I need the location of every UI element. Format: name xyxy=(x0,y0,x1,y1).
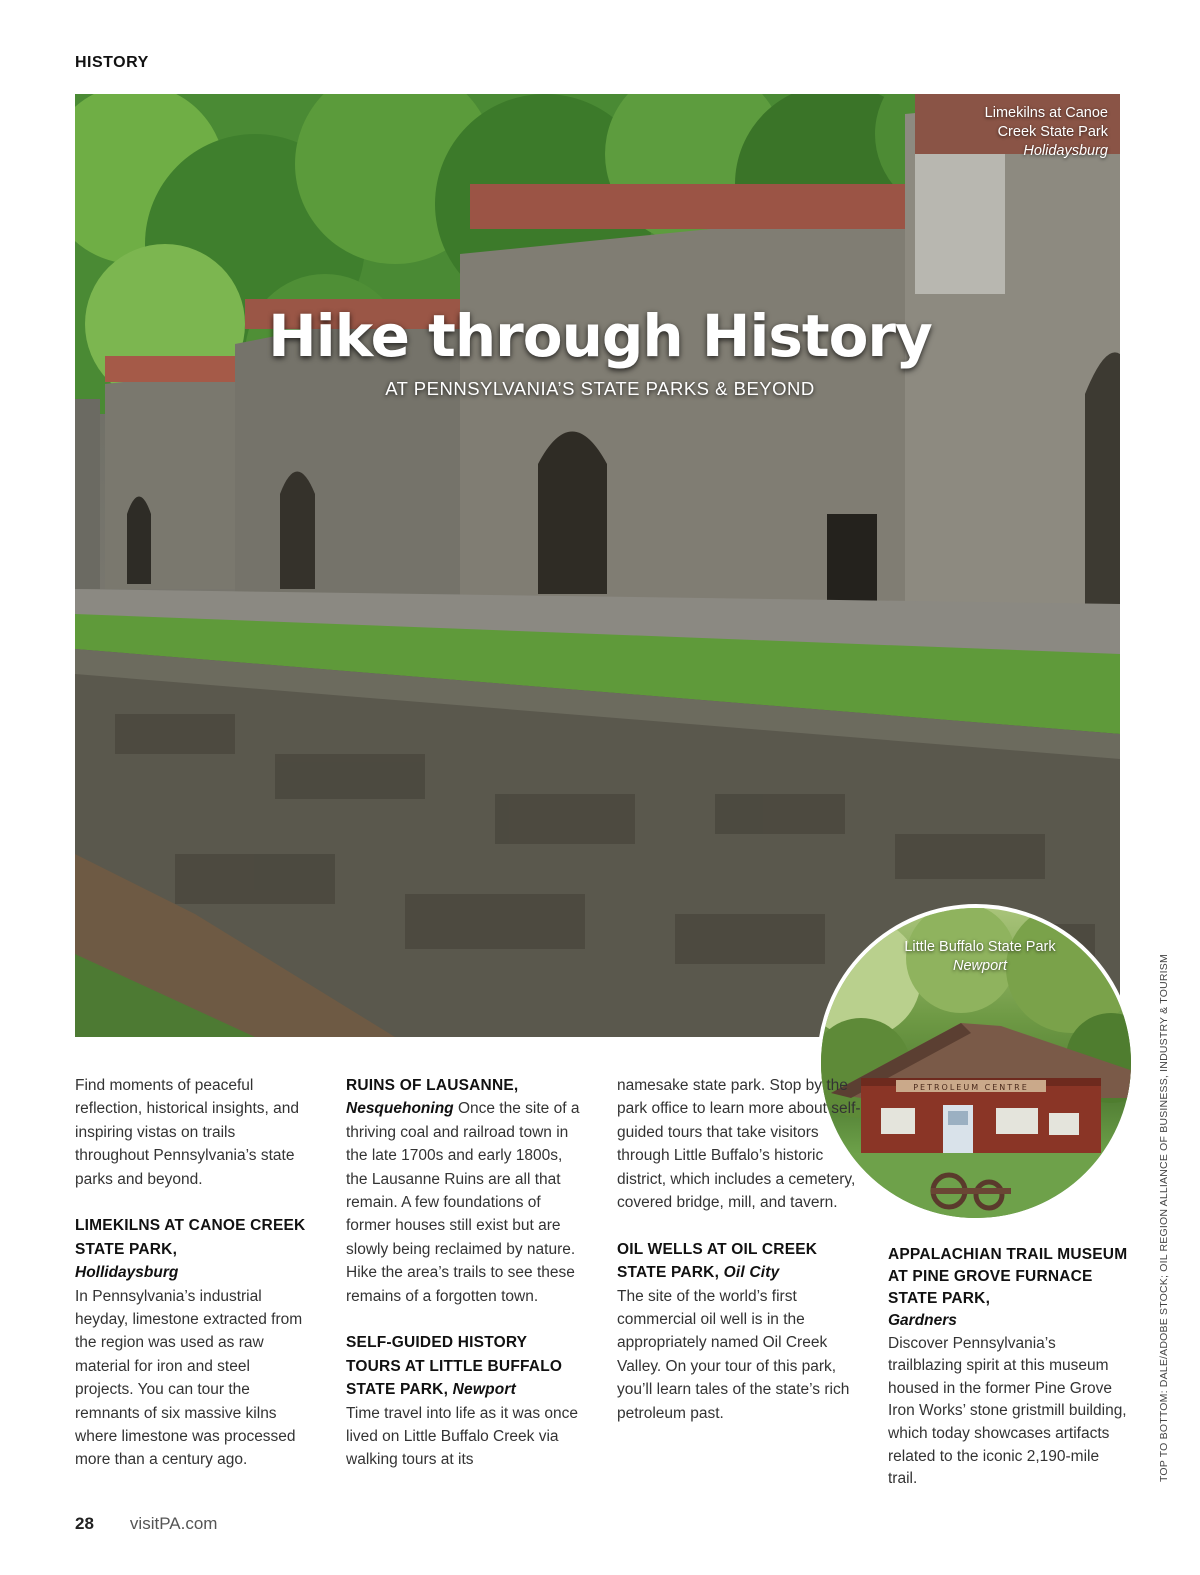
section-body-oil-creek: The site of the world’s first commercial oil well is in the appropriately named Oil Creek Valley. On your tour of this park, you’ll learn tales of the state’s rich petroleum past. xyxy=(617,1287,850,1422)
page-footer xyxy=(75,1514,217,1534)
hero-caption-place: Holidaysburg xyxy=(1023,143,1108,159)
hero-caption-line-2: Creek State Park xyxy=(997,124,1108,140)
inset-photo-caption xyxy=(821,938,1135,976)
column-2 xyxy=(346,1074,586,1472)
hero-caption-line-1: Limekilns at Canoe xyxy=(984,105,1108,121)
section-body-lausanne: Once the site of a thriving coal and railroad town in the late 1700s and early 1800s, the Lausanne Ruins are all that remain. A few foundations of former houses still exist but are slowly being reclaimed by nature. Hike the area’s trails to see these remains of a forgotten town. xyxy=(346,1100,580,1305)
page-number: 28 xyxy=(75,1514,94,1533)
section-body-little-buffalo-1: Time travel into life as it was once lived on Little Buffalo Creek via walking tours at its xyxy=(346,1404,579,1469)
section-heading-appalachian-trail: APPALACHIAN TRAIL MUSEUM AT PINE GROVE FURNACE STATE PARK, xyxy=(888,1246,1128,1307)
section-location-appalachian-trail: Gardners xyxy=(888,1312,957,1329)
section-location-limekilns: Hollidaysburg xyxy=(75,1264,179,1282)
photo-credit: TOP TO BOTTOM: DALE/ADOBE STOCK; OIL REGION ALLIANCE OF BUSINESS, INDUSTRY & TOURISM xyxy=(1158,954,1170,1482)
page-title: Hike through History xyxy=(268,302,932,370)
limekilns-photo xyxy=(75,94,1120,1037)
section-body-appalachian-trail: Discover Pennsylvania’s trailblazing spirit at this museum housed in the former Pine Grove Iron Works’ stone gristmill building, which today showcases artifacts related to the iconic 2,190-mile trail. xyxy=(888,1334,1127,1488)
section-heading-lausanne: RUINS OF LAUSANNE, xyxy=(346,1077,519,1094)
section-body-little-buffalo-2: namesake state park. Stop by the park office to learn more about self-guided tours that take visitors through Little Buffalo’s historic district, which includes a cemetery, covered bridge, mill, and tavern. xyxy=(617,1077,861,1212)
footer-site-link[interactable]: visitPA.com xyxy=(129,1514,218,1533)
section-heading-limekilns: LIMEKILNS AT CANOE CREEK STATE PARK, xyxy=(75,1217,306,1258)
inset-caption-line-1: Little Buffalo State Park xyxy=(904,939,1056,955)
section-label: HISTORY xyxy=(75,54,149,71)
section-heading-little-buffalo xyxy=(346,1331,586,1401)
hero-photo xyxy=(75,94,1120,1037)
inset-photo xyxy=(817,904,1135,1222)
column-3 xyxy=(617,1074,862,1425)
inset-caption-place: Newport xyxy=(953,958,1007,974)
hero-photo-caption xyxy=(985,104,1108,161)
section-heading-oil-creek xyxy=(617,1238,862,1285)
column-4 xyxy=(888,1244,1128,1491)
intro-paragraph: Find moments of peaceful reflection, historical insights, and inspiring vistas on trails throughout Pennsylvania’s state parks and beyond. xyxy=(75,1077,300,1188)
oil-creek-heading-text: OIL WELLS AT OIL CREEK STATE PARK, xyxy=(617,1240,818,1282)
section-location-little-buffalo: Newport xyxy=(452,1381,517,1399)
little-buffalo-heading-text: SELF-GUIDED HISTORY TOURS AT LITTLE BUFFALO STATE PARK, xyxy=(346,1334,563,1399)
section-location-lausanne: Nesquehoning xyxy=(346,1100,454,1118)
section-body-limekilns: In Pennsylvania’s industrial heyday, limestone extracted from the region was used as raw material for iron and steel projects. You can tour the remnants of six massive kilns where limestone was processed more than a century ago. xyxy=(75,1287,303,1469)
section-location-oil-creek: Oil City xyxy=(723,1264,780,1282)
sign-text: PETROLEUM CENTRE xyxy=(913,1083,1029,1092)
column-1 xyxy=(75,1074,310,1472)
page-subtitle: AT PENNSYLVANIA’S STATE PARKS & BEYOND xyxy=(385,378,815,399)
